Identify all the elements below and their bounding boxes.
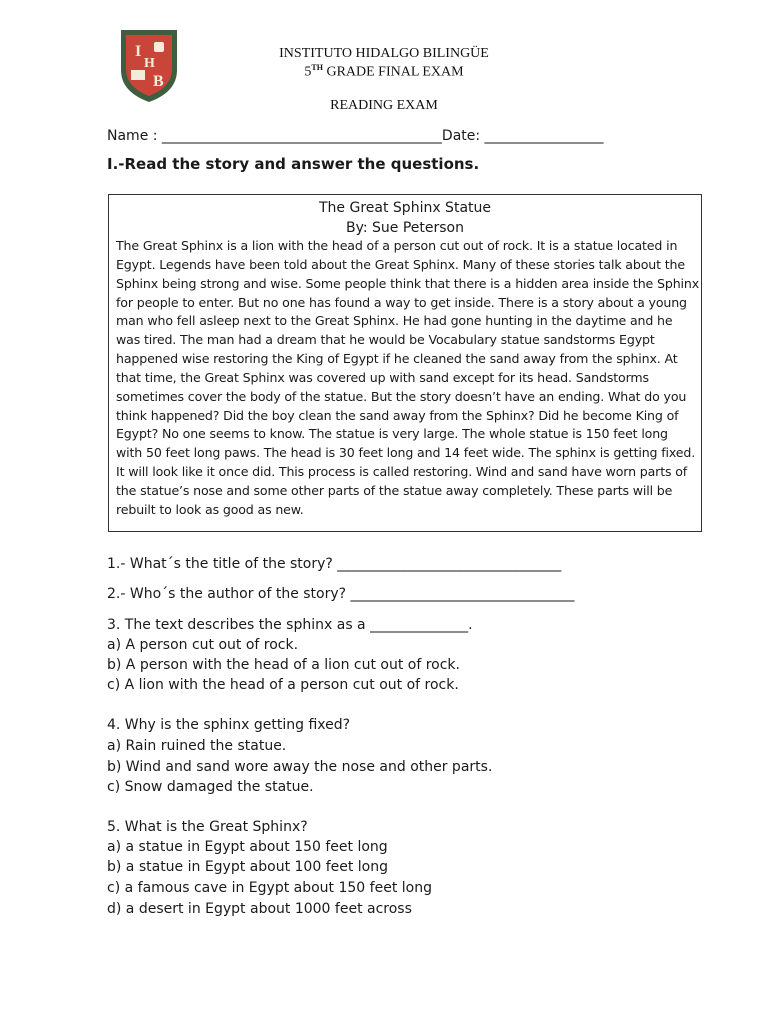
grade-title — [0, 63, 768, 81]
question-1: 1.- What´s the title of the story? ________________________________ — [107, 556, 562, 572]
grade-rest: GRADE FINAL EXAM — [322, 64, 464, 80]
story-line: Sphinx being strong and wise. Some people think that there is a hidden area inside the Sphinx — [116, 275, 700, 291]
question-5-option-c: c) a famous cave in Egypt about 150 feet long — [107, 880, 432, 896]
story-author: By: Sue Peterson — [345, 220, 464, 236]
story-line: was tired. The man had a dream that he would be Vocabulary statue sandstorms Egypt — [116, 332, 655, 348]
story-title: The Great Sphinx Statue — [319, 200, 491, 216]
story-line: rebuilt to look as good as new. — [116, 501, 304, 517]
question-3-option-b: b) A person with the head of a lion cut out of rock. — [107, 657, 460, 673]
exam-title: READING EXAM — [330, 98, 438, 113]
grade-number: 5 — [304, 64, 312, 80]
name-date-line: Name : ________________________________________Date: _________________ — [107, 128, 604, 144]
story-line: It will look like it once did. This process is called restoring. Wind and sand have worn parts of — [116, 464, 688, 480]
question-4-option-c: c) Snow damaged the statue. — [107, 779, 314, 795]
question-4-option-b: b) Wind and sand wore away the nose and other parts. — [107, 759, 493, 775]
story-line: Egypt? No one seems to know. The statue is very large. The whole statue is 150 feet long — [116, 426, 668, 442]
story-line: with 50 feet long paws. The head is 30 feet long and 14 feet wide. The sphinx is getting fixed. — [116, 445, 696, 461]
school-name: INSTITUTO HIDALGO BILINGÜE — [279, 46, 489, 61]
question-4-prompt: 4. Why is the sphinx getting fixed? — [107, 717, 351, 733]
story-line: sometimes cover the body of the statue. But the story doesn’t have an ending. What do you — [116, 388, 687, 404]
story-line: happened wise restoring the King of Egypt if he cleaned the sand away from the sphinx. At — [116, 351, 678, 367]
grade-suffix: TH — [311, 63, 323, 72]
question-5-option-a: a) a statue in Egypt about 150 feet long — [107, 839, 388, 855]
section-heading: I.-Read the story and answer the questions. — [107, 155, 480, 173]
story-text — [116, 237, 700, 520]
question-5-option-d: d) a desert in Egypt about 1000 feet across — [107, 901, 412, 917]
story-line: that time, the Great Sphinx was covered up with sand except for its head. Sandstorms — [116, 369, 649, 385]
question-4-option-a: a) Rain ruined the statue. — [107, 738, 287, 754]
question-5-option-b: b) a statue in Egypt about 100 feet long — [107, 859, 388, 875]
question-5-prompt: 5. What is the Great Sphinx? — [107, 819, 308, 835]
question-3-option-a: a) A person cut out of rock. — [107, 637, 299, 653]
story-line: think happened? Did the boy clean the sand away from the Sphinx? Did he become King of — [116, 407, 679, 423]
story-line: Egypt. Legends have been told about the Great Sphinx. Many of these stories talk about the — [116, 256, 685, 272]
logo-letter-b: B — [153, 73, 164, 90]
question-3-option-c: c) A lion with the head of a person cut out of rock. — [107, 677, 459, 693]
logo-letter-i: I — [135, 43, 142, 60]
story-line: the statue’s nose and some other parts of the statue away completely. These parts will be — [116, 482, 673, 498]
story-line: for people to enter. But no one has found a way to get inside. There is a story about a young — [116, 294, 687, 310]
question-3-prompt: 3. The text describes the sphinx as a ______________. — [107, 617, 473, 633]
story-line: man who fell asleep next to the Great Sphinx. He had gone hunting in the daytime and he — [116, 313, 673, 329]
story-line: The Great Sphinx is a lion with the head of a person cut out of rock. It is a statue located in — [116, 238, 678, 253]
logo-letter-h: H — [144, 56, 155, 71]
question-2: 2.- Who´s the author of the story? ________________________________ — [107, 586, 575, 602]
